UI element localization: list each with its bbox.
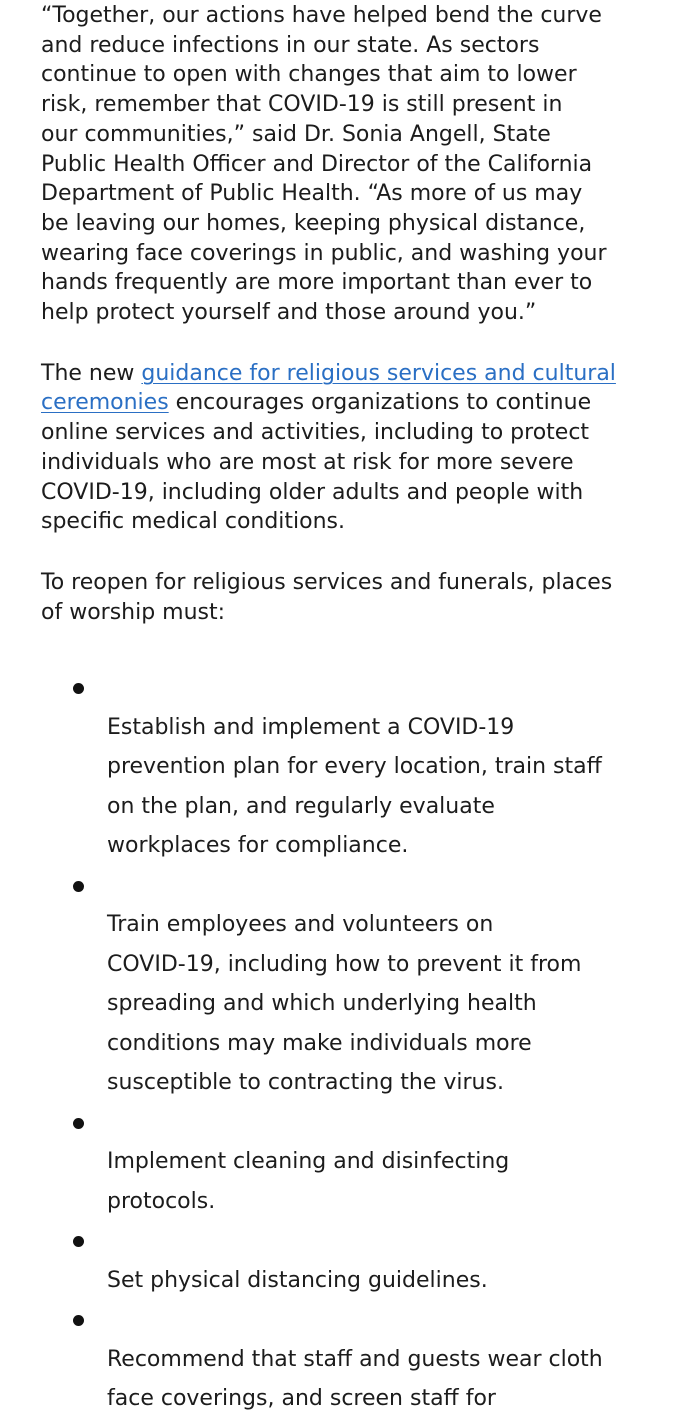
bullet-icon — [73, 1315, 84, 1326]
list-item — [41, 668, 671, 866]
list-item-text: Recommend that staff and guests wear cloth face coverings, and screen staff for — [107, 1346, 603, 1412]
guidance-paragraph — [41, 359, 671, 537]
list-item — [41, 866, 671, 1103]
reopen-intro-paragraph: To reopen for religious services and funerals, places of worship must: — [41, 569, 613, 625]
list-item-text: Implement cleaning and disinfecting protocols. — [107, 1149, 510, 1214]
list-item-text: Establish and implement a COVID-19 prevention plan for every location, train staff on the plan, and regularly evaluate workplaces for compliance. — [107, 714, 602, 859]
quote-paragraph: “Together, our actions have helped bend the curve and reduce infections in our state. As sectors continue to open with changes that aim to lower risk, remember that COVID-19 is still present in our communities,” said Dr. Sonia Angell, State Public Health Officer and Director of the California Department of Public Health. “As more of us may be leaving our homes, keeping physical distance, wearing face coverings in public, and washing your hands frequently are more important than ever to help protect yourself and those around you.” — [41, 3, 607, 326]
document-body — [41, 0, 671, 1419]
list-item — [41, 1103, 671, 1222]
list-item-text: Set physical distancing guidelines. — [107, 1267, 488, 1293]
guidance-suffix-text: encourages organizations to continue online services and activities, including to protect individuals who are most at risk for more severe COVID-19, including older adults and people with specific medical conditions. — [41, 390, 592, 535]
list-item — [41, 1221, 671, 1300]
bullet-icon — [73, 881, 84, 892]
bullet-icon — [73, 1236, 84, 1247]
guidance-prefix-text: The new — [41, 360, 142, 386]
list-item — [41, 1300, 671, 1419]
requirements-list — [41, 668, 671, 1419]
guidance-link[interactable]: guidance for religious services and cultural ceremonies — [41, 360, 616, 416]
list-item-text: Train employees and volunteers on COVID-19, including how to prevent it from spreading and which underlying health conditions may make individuals more susceptible to contracting the virus. — [107, 912, 582, 1096]
bullet-icon — [73, 683, 84, 694]
bullet-icon — [73, 1118, 84, 1129]
